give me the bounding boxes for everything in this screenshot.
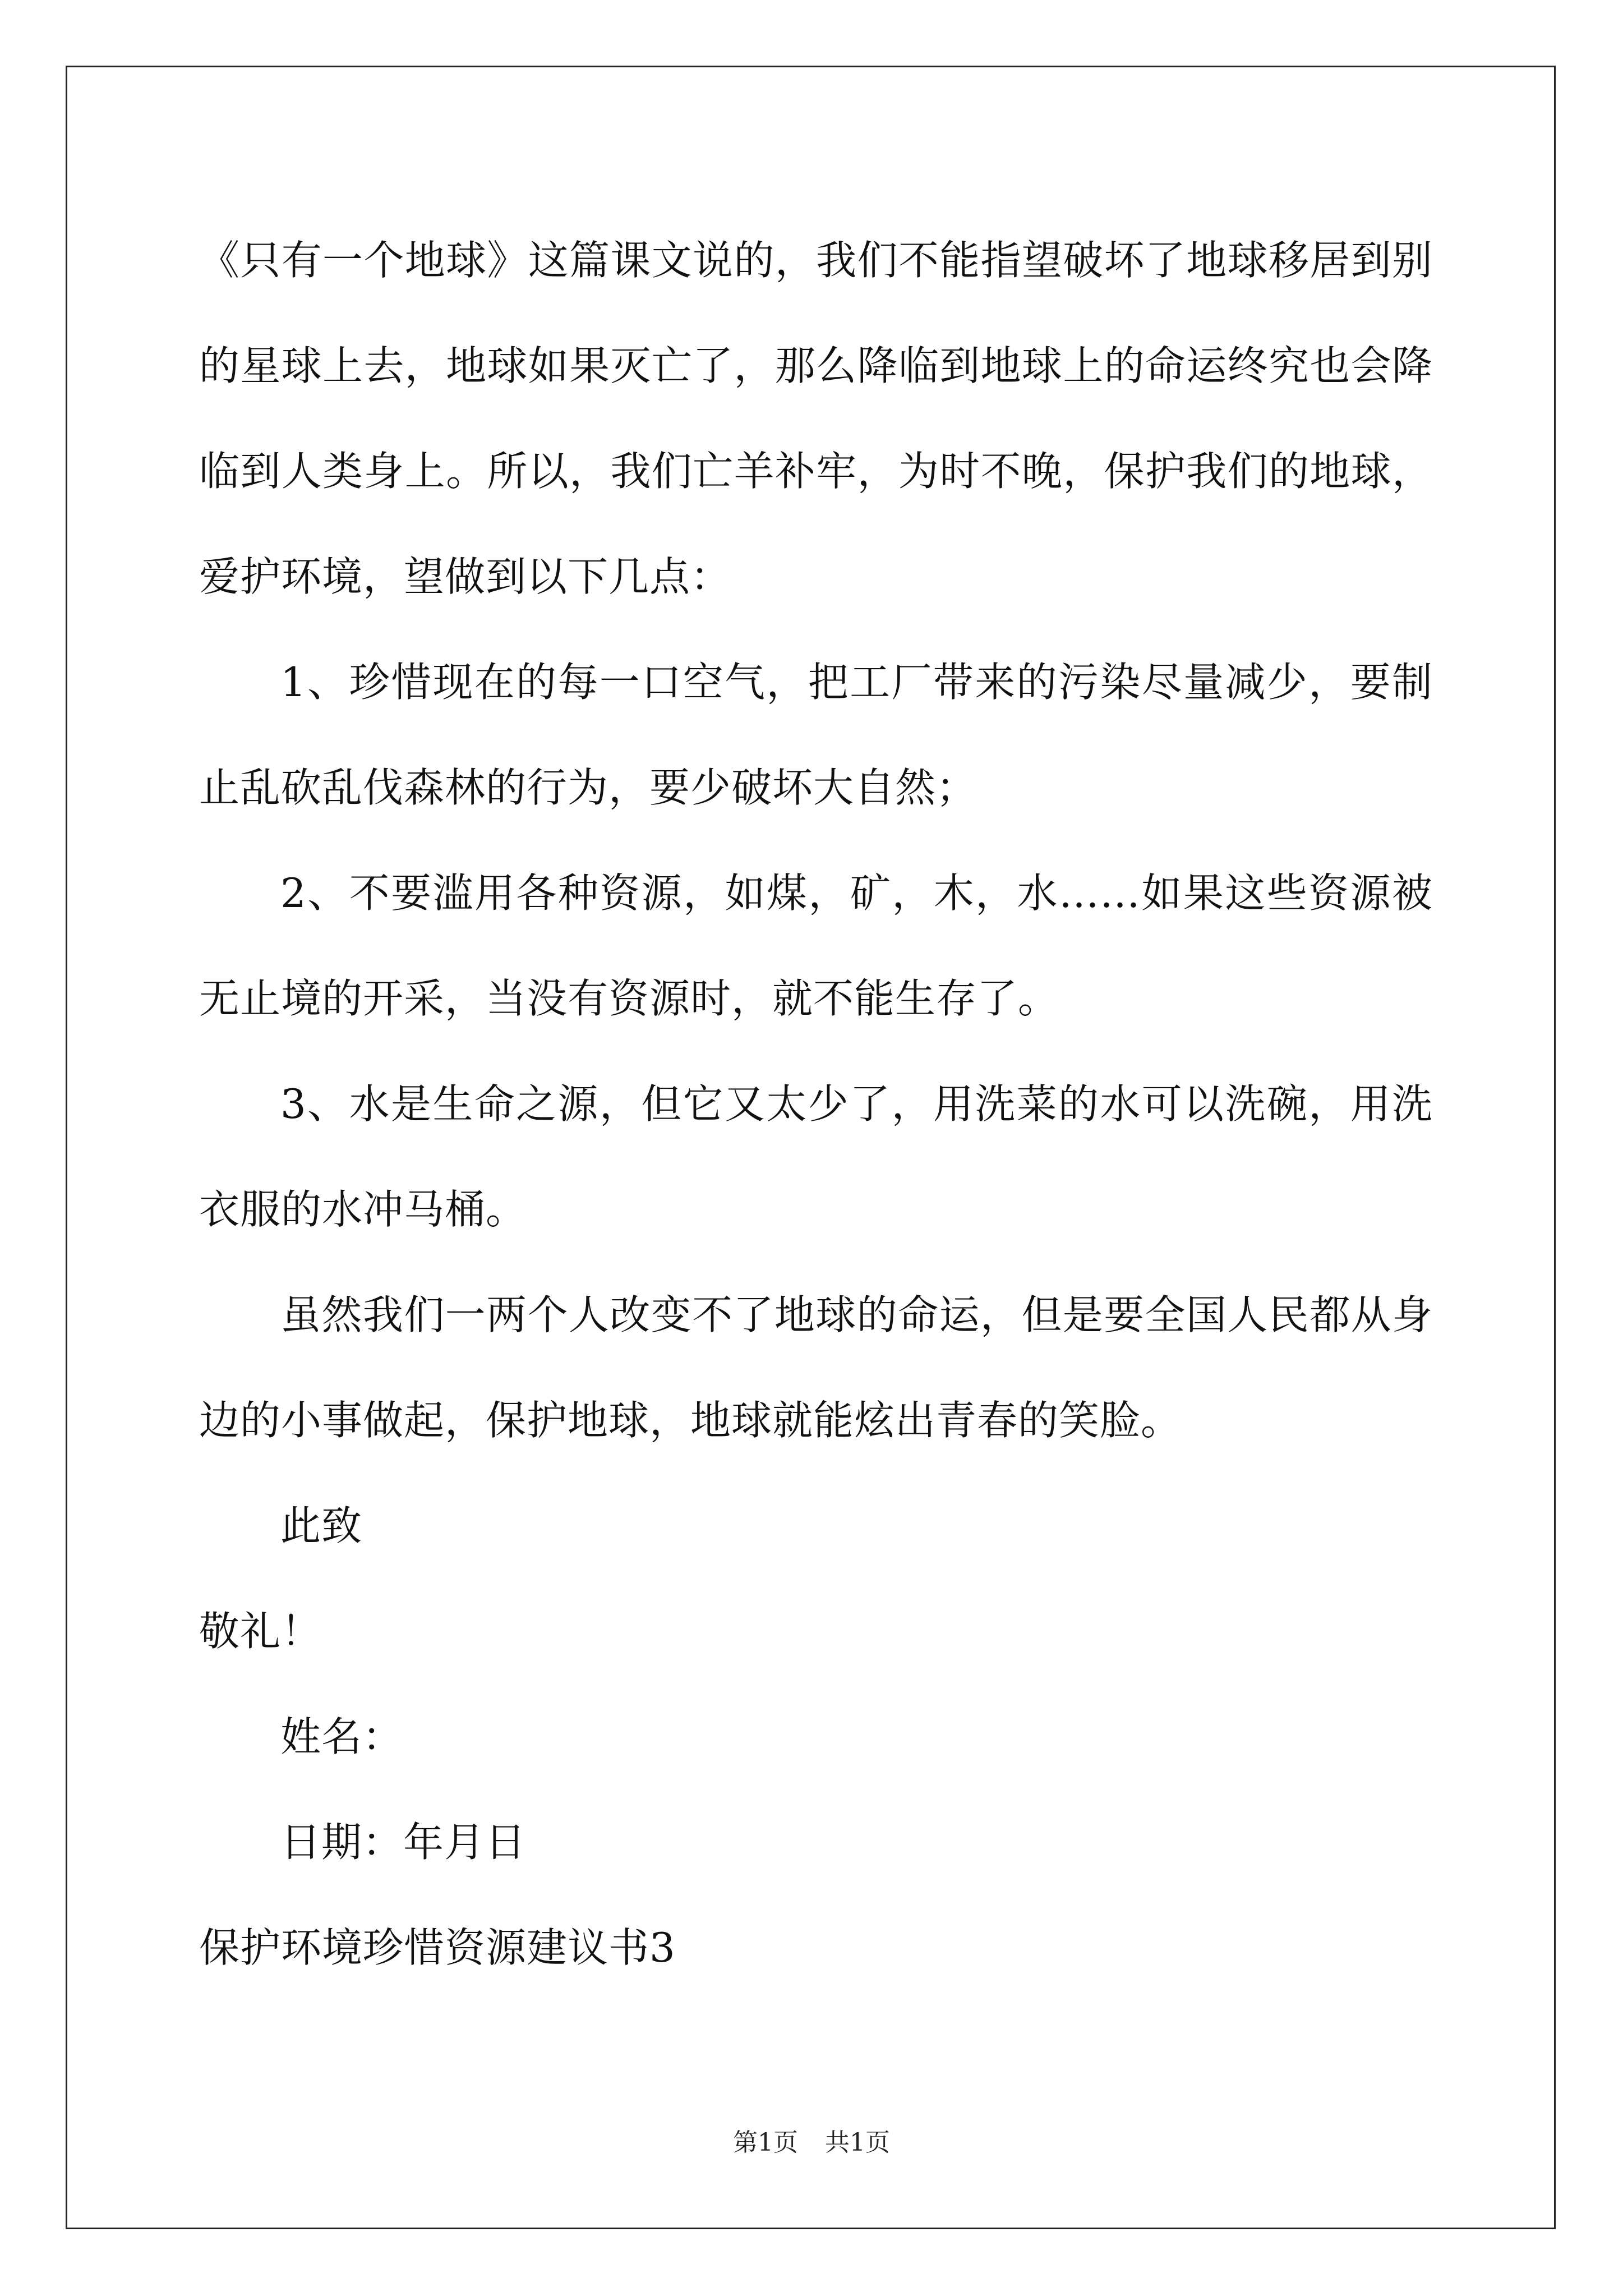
signature-date-label: 日期：年月日 [280,1819,527,1866]
page-footer [0,2126,1623,2160]
paragraph-point-3: 3、水是生命之源，但它又太少了，用洗菜的水可以洗碗，用洗衣服的水冲马桶。 [199,1080,1433,1233]
signature-name-label: 姓名： [280,1713,404,1760]
paragraph-intro: 《只有一个地球》这篇课文说的，我们不能指望破坏了地球移居到别的星球上去，地球如果灭亡了，那么降临到地球上的命运终究也会降临到人类身上。所以，我们亡羊补牢，为时不晚，保护我们的地球，爱护环境，望做到以下几点： [199,237,1433,600]
paragraph-point-1: 1、珍惜现在的每一口空气，把工厂带来的污染尽量减少，要制止乱砍乱伐森林的行为，要少破坏大自然； [199,659,1433,811]
next-section-title: 保护环境珍惜资源建议书3 [199,1924,676,1971]
page-number-total: 共1页 [825,2128,890,2157]
paragraph-point-2: 2、不要滥用各种资源，如煤，矿，木，水……如果这些资源被无止境的开采，当没有资源时，就不能生存了。 [199,869,1433,1022]
document-body [199,208,1433,2000]
page-number-current: 第1页 [733,2128,798,2157]
closing-respect: 敬礼！ [199,1608,322,1655]
paragraph-conclusion: 虽然我们一两个人改变不了地球的命运，但是要全国人民都从身边的小事做起，保护地球，地球就能炫出青春的笑脸。 [199,1291,1433,1444]
closing-salutation: 此致 [280,1502,363,1549]
